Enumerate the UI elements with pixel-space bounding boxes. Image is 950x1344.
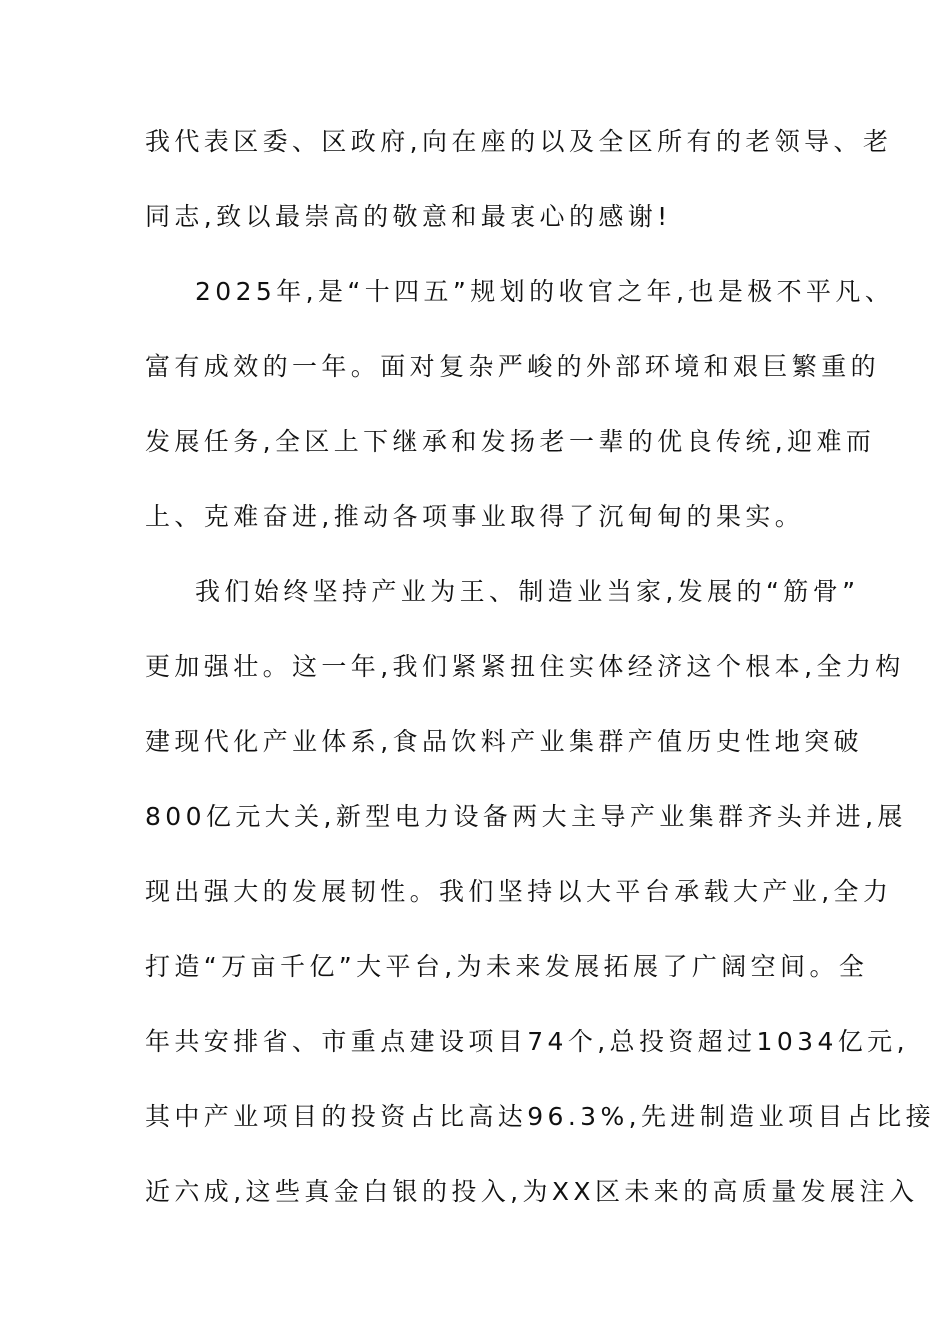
text-line: 同志,致以最崇高的敬意和最衷心的感谢! bbox=[145, 202, 672, 231]
text-line: 现出强大的发展韧性。我们坚持以大平台承载大产业,全力 bbox=[145, 877, 893, 906]
text-line: 建现代化产业体系,食品饮料产业集群产值历史性地突破 bbox=[145, 727, 863, 756]
text-line: 年共安排省、市重点建设项目74个,总投资超过1034亿元, bbox=[145, 1027, 909, 1056]
document-body bbox=[145, 122, 935, 1247]
text-line: 近六成,这些真金白银的投入,为XX区未来的高质量发展注入 bbox=[145, 1177, 919, 1206]
text-line: 其中产业项目的投资占比高达96.3%,先进制造业项目占比接 bbox=[145, 1102, 935, 1131]
text-line: 我代表区委、区政府,向在座的以及全区所有的老领导、老 bbox=[145, 127, 893, 156]
paragraph-start-line: 我们始终坚持产业为王、制造业当家,发展的“筋骨” bbox=[195, 577, 860, 606]
text-line: 发展任务,全区上下继承和发扬老一辈的优良传统,迎难而 bbox=[145, 427, 876, 456]
text-line: 上、克难奋进,推动各项事业取得了沉甸甸的果实。 bbox=[145, 502, 805, 531]
text-line: 800亿元大关,新型电力设备两大主导产业集群齐头并进,展 bbox=[145, 802, 907, 831]
text-line: 打造“万亩千亿”大平台,为未来发展拓展了广阔空间。全 bbox=[145, 952, 869, 981]
text-line: 富有成效的一年。面对复杂严峻的外部环境和艰巨繁重的 bbox=[145, 352, 881, 381]
paragraph-start-line: 2025年,是“十四五”规划的收官之年,也是极不平凡、 bbox=[195, 277, 895, 306]
text-line: 更加强壮。这一年,我们紧紧扭住实体经济这个根本,全力构 bbox=[145, 652, 905, 681]
